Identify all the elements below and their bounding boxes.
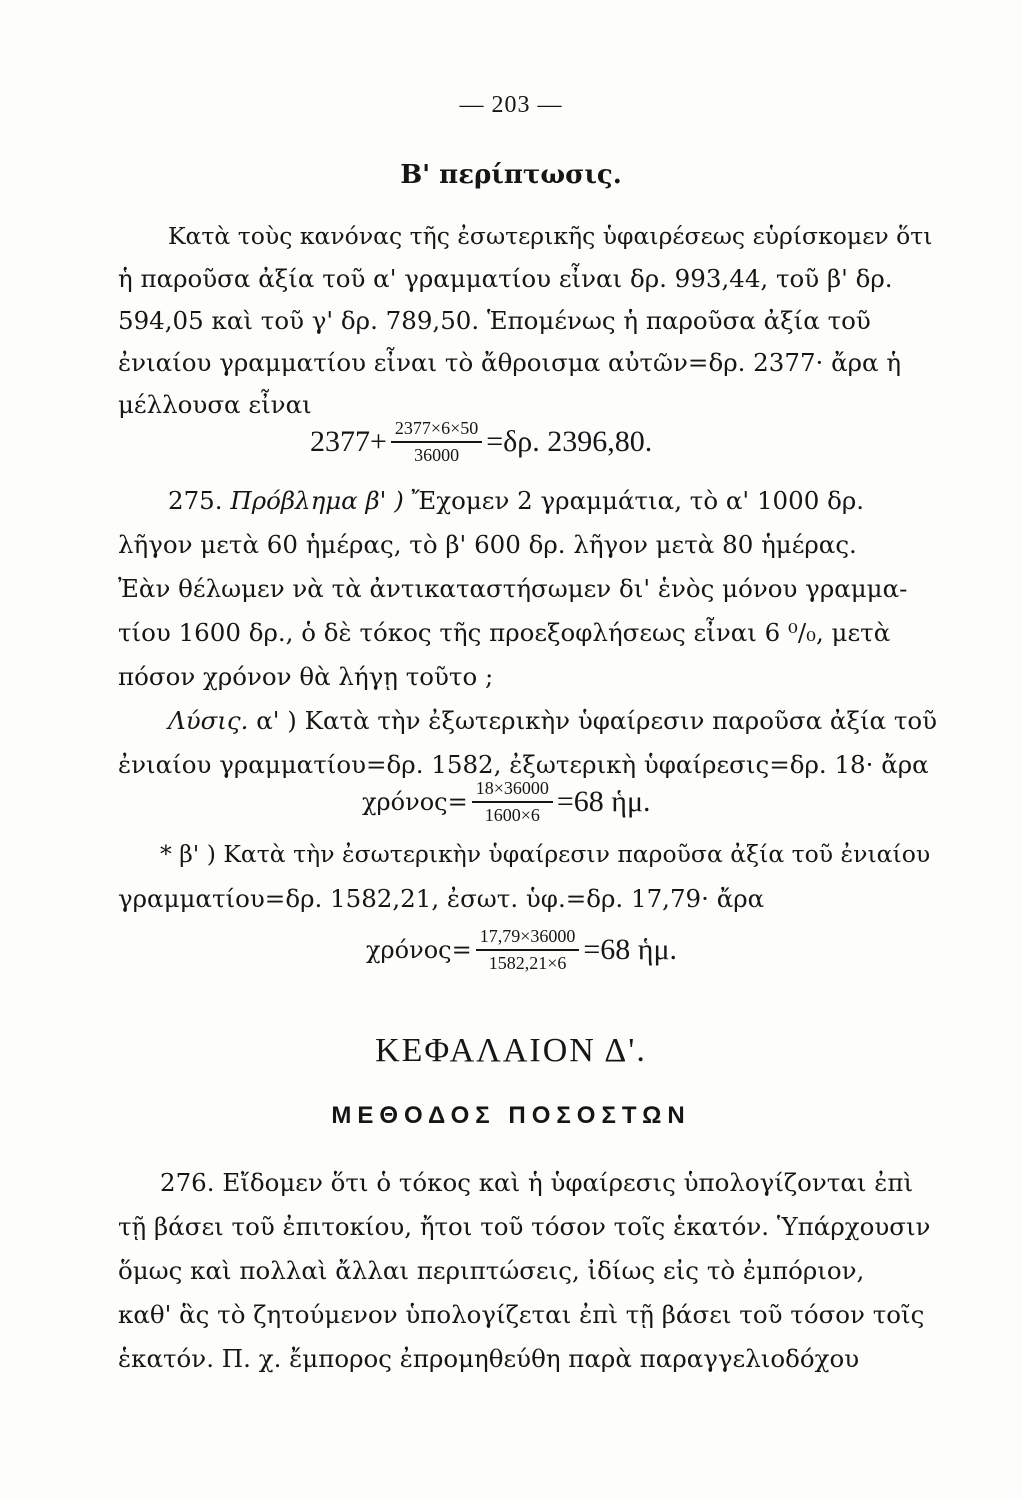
fraction-denominator: 36000	[414, 445, 460, 465]
paragraph-276-line-5: ἑκατόν. Π. χ. ἔμπορος ἐπρομηθεύθη παρὰ παραγγελιοδόχου	[118, 1344, 860, 1373]
solution-line-2: ἐνιαίου γραμματίου=δρ. 1582, ἐξωτερικὴ ὑφαίρεσις=δρ. 18· ἄρα	[118, 750, 929, 779]
fraction-numerator: 17,79×36000	[476, 926, 580, 951]
solution-line-1	[168, 706, 937, 735]
page-number: — 203 —	[459, 92, 563, 118]
chapter-title: ΚΕΦΑΛΑΙΟΝ Δ'.	[375, 1032, 647, 1069]
solution-b-line-1: * β' ) Κατὰ τὴν ἐσωτερικὴν ὑφαίρεσιν παροῦσα ἀξία τοῦ ἐνιαίου	[160, 840, 931, 868]
fraction	[391, 418, 482, 466]
problem-line-4: τίου 1600 δρ., ὁ δὲ τόκος τῆς προεξοφλήσεως εἶναι 6 ⁰/₀, μετὰ	[118, 618, 891, 647]
formula-time-external	[362, 778, 651, 826]
section-title: ΜΕΘΟΔΟΣ ΠΟΣΟΣΤΩΝ	[331, 1102, 691, 1129]
problem-label: Πρόβλημα β' )	[230, 486, 404, 515]
problem-number: 275.	[168, 486, 223, 515]
formula-result: =68 ἡμ.	[583, 933, 678, 966]
formula-future-value	[310, 418, 652, 466]
fraction-numerator: 18×36000	[472, 778, 553, 803]
formula-result: =68 ἡμ.	[556, 785, 651, 818]
solution-label: Λύσις.	[168, 706, 249, 735]
fraction	[472, 778, 553, 826]
case-b-line-4: ἐνιαίου γραμματίου εἶναι τὸ ἄθροισμα αὐτῶν=δρ. 2377· ἄρα ἡ	[118, 348, 902, 377]
problem-275-first-line	[168, 486, 864, 515]
formula-lead: χρόνος=	[362, 788, 468, 816]
paragraph-276-line-4: καθ' ἃς τὸ ζητούμενον ὑπολογίζεται ἐπὶ τῇ βάσει τοῦ τόσον τοῖς	[118, 1300, 925, 1329]
formula-lead: χρόνος=	[366, 936, 472, 964]
formula-time-internal	[366, 926, 677, 974]
problem-line-1: Ἔχομεν 2 γραμμάτια, τὸ α' 1000 δρ.	[411, 486, 865, 515]
case-heading: Β' περίπτωσις.	[400, 160, 622, 190]
fraction-denominator: 1600×6	[484, 805, 540, 825]
fraction-numerator: 2377×6×50	[391, 418, 482, 443]
formula-lead: 2377+	[310, 425, 387, 458]
fraction-denominator: 1582,21×6	[488, 953, 567, 973]
problem-line-5: πόσον χρόνον θὰ λήγῃ τοῦτο ;	[118, 662, 494, 691]
paragraph-276-line-2: τῇ βάσει τοῦ ἐπιτοκίου, ἤτοι τοῦ τόσον τοῖς ἑκατόν. Ὑπάρχουσιν	[118, 1212, 931, 1241]
case-b-line-3: 594,05 καὶ τοῦ γ' δρ. 789,50. Ἑπομένως ἡ παροῦσα ἀξία τοῦ	[118, 306, 871, 335]
problem-line-2: λῆγον μετὰ 60 ἡμέρας, τὸ β' 600 δρ. λῆγον μετὰ 80 ἡμέρας.	[118, 530, 857, 559]
paragraph-276-line-1: 276. Εἴδομεν ὅτι ὁ τόκος καὶ ἡ ὑφαίρεσις ὑπολογίζονται ἐπὶ	[160, 1168, 914, 1197]
case-b-line-2: ἡ παροῦσα ἀξία τοῦ α' γραμματίου εἶναι δρ. 993,44, τοῦ β' δρ.	[118, 264, 893, 293]
fraction	[476, 926, 580, 974]
case-b-line-1: Κατὰ τοὺς κανόνας τῆς ἐσωτερικῆς ὑφαιρέσεως εὑρίσκομεν ὅτι	[168, 222, 933, 250]
case-b-line-5: μέλλουσα εἶναι	[118, 390, 312, 419]
problem-line-3: Ἐὰν θέλωμεν νὰ τὰ ἀντικαταστήσωμεν δι' ἑνὸς μόνου γραμμα-	[118, 574, 908, 603]
paragraph-276-line-3: ὅμως καὶ πολλαὶ ἄλλαι περιπτώσεις, ἰδίως εἰς τὸ ἐμπόριον,	[118, 1256, 865, 1285]
solution-text-1: α' ) Κατὰ τὴν ἐξωτερικὴν ὑφαίρεσιν παροῦσα ἀξία τοῦ	[256, 706, 938, 735]
solution-b-line-2: γραμματίου=δρ. 1582,21, ἐσωτ. ὑφ.=δρ. 17,79· ἄρα	[118, 884, 765, 913]
formula-result: =δρ. 2396,80.	[486, 425, 653, 458]
